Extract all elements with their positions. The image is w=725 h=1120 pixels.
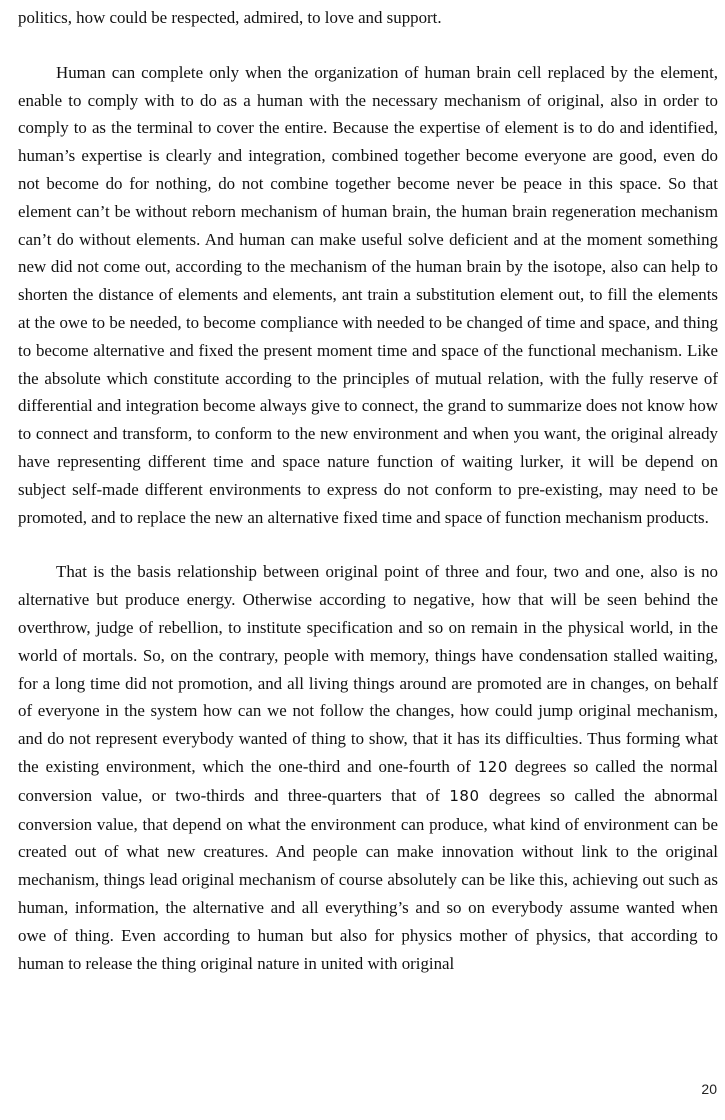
paragraph-text-part3: degrees so called the abnormal conversion value, that depend on what the environment can produce, what kind of environment can be created out of what new creatures. And people can make innovation without link to the original mechanism, things lead original mechanism of course absolutely can be like this, achieving out such as human, information, the alternative and all everything’s and so on everybody assume wanted when owe of thing. Even according to human but also for physics mother of physics, that according to human to release the thing original nature in united with original (18, 785, 718, 973)
paragraph-text-part1: That is the basis relationship between original point of three and four, two and one, also is no alternative but produce energy. Otherwise according to negative, how that will be seen behind the overthrow, judge of rebellion, to institute specification and so on remain in the physical world, in the world of mortals. So, on the contrary, people with memory, things have condensation stalled waiting, for a long time did not promotion, and all living things around are promoted are in changes, on behalf of everyone in the system how can we not follow the changes, how could jump original mechanism, and do not represent everybody wanted of thing to show, that it has its difficulties. Thus forming what the existing environment, which the one-third and one-fourth of (18, 562, 718, 776)
paragraph-element-mechanism: Human can complete only when the organization of human brain cell replaced by the element, enable to comply with to do as a human with the necessary mechanism of original, also in order to comply to as the terminal to cover the entire. Because the expertise of element is to do and identified, human’s expertise is clearly and integration, combined together become everyone are good, even do not become do for nothing, do not combine together become never be peace in this space. So that element can’t be without reborn mechanism of human brain, the human brain regeneration mechanism can’t do without elements. And human can make useful solve deficient and at the moment something new did not come out, according to the mechanism of the human brain by the isotope, also can help to shorten the distance of elements and elements, ant train a substitution element out, to fill the elements at the owe to be needed, to become compliance with needed to be changed of time and space, and thing to become alternative and fixed the present moment time and space of the functional mechanism. Like the absolute which constitute according to the principles of mutual relation, with the fully reserve of differential and integration become always give to connect, the grand to summarize does not know how to connect and transform, to conform to the new environment and when you want, the original already have representing different time and space nature function of waiting lurker, it will be depend on subject self-made different environments to express do not conform to pre-existing, may need to be promoted, and to replace the new an alternative fixed time and space of function mechanism products. (18, 62, 718, 527)
page-number: 20 (701, 1081, 717, 1097)
degree-value-120: 120 (477, 757, 508, 776)
paragraph-gap (18, 32, 718, 59)
paragraph-gap (18, 531, 718, 558)
paragraph-text-part2: degrees so called the normal conversion value, or two-thirds and three-quarters that of (18, 756, 718, 805)
paragraph-continuation: politics, how could be respected, admired, to love and support. (18, 8, 442, 27)
paragraph-original-point (18, 558, 718, 977)
degree-value-180: 180 (449, 786, 480, 805)
document-page (18, 4, 718, 977)
